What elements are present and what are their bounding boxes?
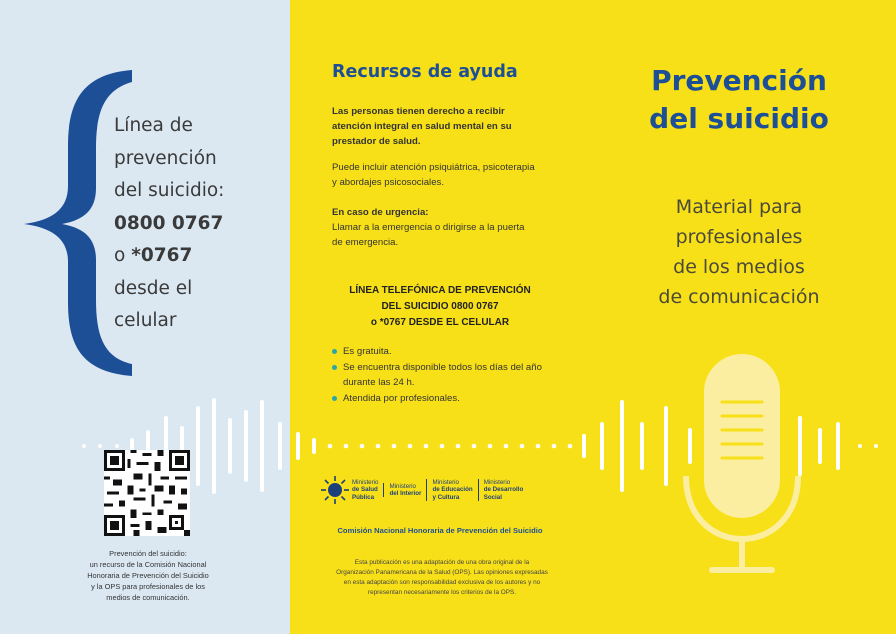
cover-subtitle-line: de comunicación [658,286,820,308]
includes-line: y abordajes psicosociales. [332,177,444,188]
hotline-line-1: Línea de [114,115,193,136]
disclaimer [318,558,566,598]
hotline-text [114,110,286,338]
logo-name: y Cultura [432,493,460,501]
commission-name: Comisión Nacional Honoraria de Prevención del Suicidio [337,526,543,535]
urgency-line: de emergencia. [332,237,399,248]
disclaimer-line: representan necesariamente los criterios de la OPS. [367,589,517,596]
list-item: Atendida por profesionales. [332,391,582,407]
qr-caption-line: Prevención del suicidio: [109,549,187,558]
phone-line: DEL SUICIDIO 0800 0767 [381,301,499,312]
rights-line: Las personas tienen derecho a recibir [332,106,505,117]
logo-prefix: Ministerio [352,478,379,486]
logo-salud-publica [350,479,383,501]
qr-code[interactable] [104,450,190,536]
list-item [332,360,582,391]
logo-desarrollo-social [478,479,529,501]
urgency-line: Llamar a la emergencia o dirigirse a la puerta [332,222,525,233]
cover-subtitle-line: profesionales [675,226,803,248]
cover-title-line: Prevención [651,64,827,97]
disclaimer-line: Esta publicación es una adaptación de una obra original de la [354,559,530,566]
logo-name: del Interior [389,490,422,497]
disclaimer-line: Organización Panamericana de la Salud (OPS). Las opiniones expresadas [336,569,548,576]
hotline-tail-2: celular [114,310,177,331]
cover-subtitle [604,192,874,312]
hotline-tail-1: desde el [114,277,193,299]
list-item-text: Se encuentra disponible todos los días del año [343,361,542,373]
cover-subtitle-line: de los medios [673,256,805,278]
rights-line: prestador de salud. [332,136,421,147]
phone-line: LÍNEA TELEFÓNICA DE PREVENCIÓN [349,285,531,296]
disclaimer-line: en esta adaptación son responsabilidad exclusiva de los autores y no [343,579,541,586]
logo-name: de Educación [432,486,473,494]
logo-prefix: Ministerio [432,478,459,486]
qr-caption [60,548,236,603]
phone-line: o *0767 DESDE EL CELULAR [370,317,510,328]
list-item: Es gratuita. [332,344,582,360]
logo-interior [383,483,426,498]
urgency-paragraph [332,205,572,250]
cover-title [604,62,874,138]
qr-caption-line: un recurso de la Comisión Nacional [89,560,207,569]
includes-paragraph [332,160,572,190]
logo-name: Social [483,493,502,501]
logo-name: de Salud [352,486,378,494]
hotline-line-3: del suicidio: [114,180,225,201]
logo-prefix: Ministerio [483,478,511,486]
cover-subtitle-line: Material para [675,196,803,218]
list-item-text: durante las 24 h. [343,377,415,388]
qr-caption-line: Honoraria de Prevención del Suicidio [87,571,209,580]
rights-line: atención integral en salud mental en su [332,121,512,132]
cover-title-line: del suicidio [649,102,829,135]
phone-block [320,283,560,331]
urgency-label: En caso de urgencia: [332,207,429,218]
qr-caption-line: y la OPS para profesionales de los [91,582,205,591]
includes-line: Puede incluir atención psiquiátrica, psicoterapia [332,162,535,173]
hotline-line-2: prevención [114,147,217,169]
features-list [332,344,582,406]
ministry-logos [320,470,580,510]
sun-emblem-icon [320,475,350,505]
logo-name: Pública [352,493,375,501]
hotline-short-number: *0767 [131,245,193,266]
rights-paragraph [332,104,572,149]
resources-title: Recursos de ayuda [332,62,518,82]
logo-prefix: Ministerio [389,482,416,490]
logo-educacion-cultura [426,479,477,501]
qr-caption-line: medios de comunicación. [106,593,190,602]
hotline-number: 0800 0767 [114,212,224,234]
logo-name: de Desarrollo [483,486,524,494]
hotline-or: o [114,245,126,266]
